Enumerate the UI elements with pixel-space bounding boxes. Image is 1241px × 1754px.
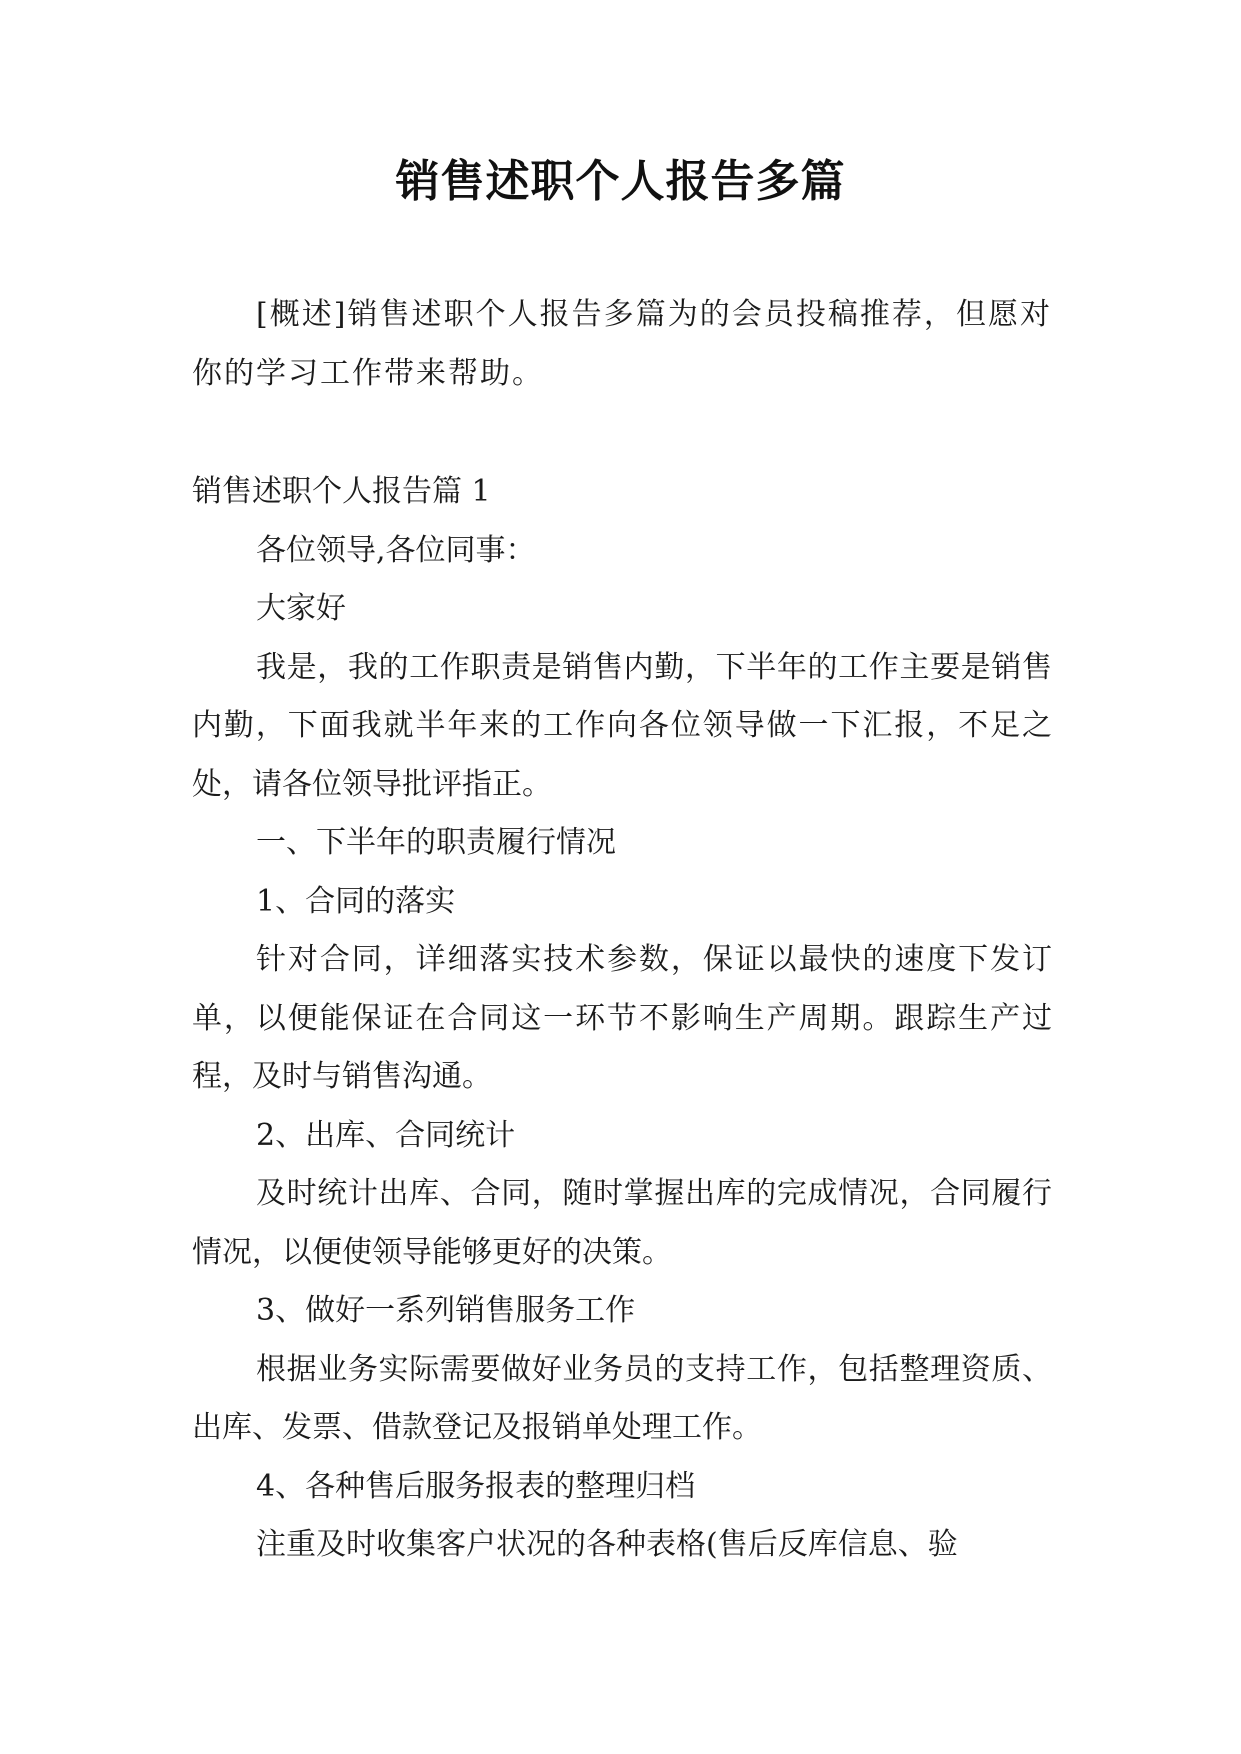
document-body: [192, 286, 1052, 1575]
section-heading: 销售述职个人报告篇 1: [192, 474, 491, 509]
item-heading-statistics: 2、出库、合同统计: [256, 1117, 516, 1153]
summary-paragraph: [概述]销售述职个人报告多篇为的会员投稿推荐，但愿对你的学习工作带来帮助。: [192, 297, 1052, 391]
paragraph-contract: 针对合同，详细落实技术参数，保证以最快的速度下发订单，以便能保证在合同这一环节不影响生产周期。跟踪生产过程，及时与销售沟通。: [192, 942, 1052, 1094]
document-title: 销售述职个人报告多篇: [395, 156, 846, 207]
paragraph-hello: 大家好: [256, 591, 346, 626]
paragraph-statistics: 及时统计出库、合同，随时掌握出库的完成情况，合同履行情况，以便使领导能够更好的决策。: [192, 1176, 1052, 1270]
paragraph-service: 根据业务实际需要做好业务员的支持工作，包括整理资质、出库、发票、借款登记及报销单处理工作。: [192, 1351, 1052, 1445]
item-heading-service: 3、做好一系列销售服务工作: [256, 1293, 636, 1328]
subheading-duties: 一、下半年的职责履行情况: [256, 825, 616, 860]
paragraph-archive: 注重及时收集客户状况的各种表格(售后反库信息、验: [256, 1527, 958, 1562]
paragraph-greeting: 各位领导,各位同事：: [256, 532, 536, 568]
item-heading-contract: 1、合同的落实: [256, 883, 456, 919]
paragraph-intro: 我是，我的工作职责是销售内勤，下半年的工作主要是销售内勤，下面我就半年来的工作向各位领导做一下汇报，不足之处，请各位领导批评指正。: [192, 649, 1052, 802]
item-heading-archive: 4、各种售后服务报表的整理归档: [256, 1468, 696, 1504]
